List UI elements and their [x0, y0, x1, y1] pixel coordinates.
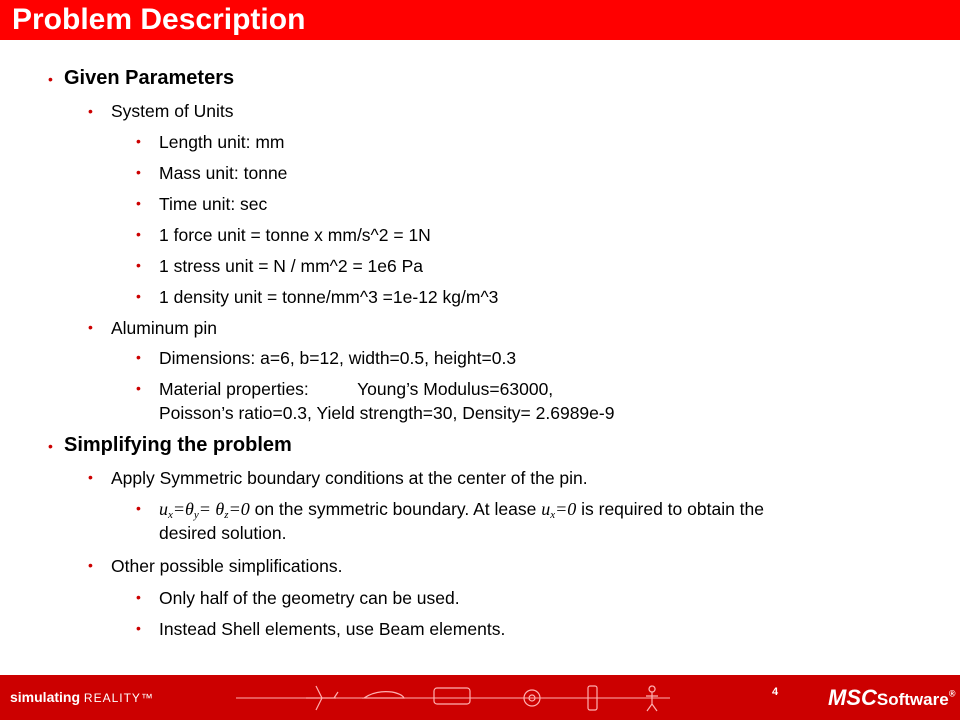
half-geometry: Only half of the geometry can be used.: [159, 588, 460, 608]
simplifying-heading: Simplifying the problem: [64, 434, 292, 456]
page-number: 4: [772, 686, 779, 698]
bullet: •: [136, 589, 141, 605]
bullet: •: [136, 195, 141, 211]
industry-icons-strip: [236, 680, 676, 716]
bullet: •: [136, 620, 141, 636]
bc-text-1: on the symmetric boundary. At lease: [249, 499, 542, 519]
bullet: •: [136, 380, 141, 396]
time-unit: Time unit: sec: [159, 194, 268, 214]
bc-text-2: is required to obtain the: [576, 499, 765, 519]
bullet: •: [48, 438, 53, 454]
units-heading: System of Units: [111, 101, 234, 121]
simulating-text: simulating: [10, 689, 81, 705]
car-icon: [364, 692, 404, 698]
logo-registered: ®: [948, 688, 956, 699]
bullet: •: [88, 469, 93, 485]
train-icon: [434, 688, 470, 704]
dimensions: Dimensions: a=6, b=12, width=0.5, height=0.3: [159, 348, 517, 368]
bullet: •: [136, 500, 141, 516]
msc-software-logo: [828, 685, 955, 711]
bullet: •: [136, 349, 141, 365]
bullet: •: [48, 71, 53, 87]
symmetric-bc: Apply Symmetric boundary conditions at the center of the pin.: [111, 468, 588, 488]
length-unit: Length unit: mm: [159, 132, 285, 152]
airplane-icon: [306, 686, 338, 710]
simulating-reality-brand: [10, 689, 154, 705]
bullet: •: [136, 164, 141, 180]
bc-ux-equation: $u_x=0$: [541, 499, 577, 521]
bc-line2: desired solution.: [159, 523, 287, 543]
logo-software: Software: [876, 690, 949, 709]
bullet: •: [136, 226, 141, 242]
footer-bar: [0, 675, 960, 720]
bc-line1: [159, 498, 764, 520]
title-bar: [0, 0, 960, 40]
force-unit: 1 force unit = tonne x mm/s^2 = 1N: [159, 225, 431, 245]
stress-unit: 1 stress unit = N / mm^2 = 1e6 Pa: [159, 256, 424, 276]
bullet: •: [136, 257, 141, 273]
bc-equation: $u_x=\theta_y= \theta_z=0$: [159, 499, 250, 521]
density-unit: 1 density unit = tonne/mm^3 =1e-12 kg/m^3: [159, 287, 499, 307]
bullet: •: [136, 133, 141, 149]
pin-heading: Aluminum pin: [111, 318, 218, 338]
page-title: Problem Description: [12, 3, 306, 36]
material-properties-line1: Material properties: Young’s Modulus=63000,: [159, 379, 554, 399]
bullet: •: [88, 319, 93, 335]
logo-msc: MSC: [828, 685, 877, 710]
reality-text: REALITY™: [83, 691, 154, 705]
material-properties-line2: Poisson’s ratio=0.3, Yield strength=30, Density= 2.6989e-9: [159, 403, 615, 423]
other-simplifications: Other possible simplifications.: [111, 556, 343, 576]
given-parameters-heading: Given Parameters: [64, 67, 235, 89]
mass-unit: Mass unit: tonne: [159, 163, 288, 183]
bullet: •: [136, 288, 141, 304]
bullet: •: [88, 557, 93, 573]
beam-elements: Instead Shell elements, use Beam elements.: [159, 619, 506, 639]
bullet: •: [88, 103, 93, 119]
